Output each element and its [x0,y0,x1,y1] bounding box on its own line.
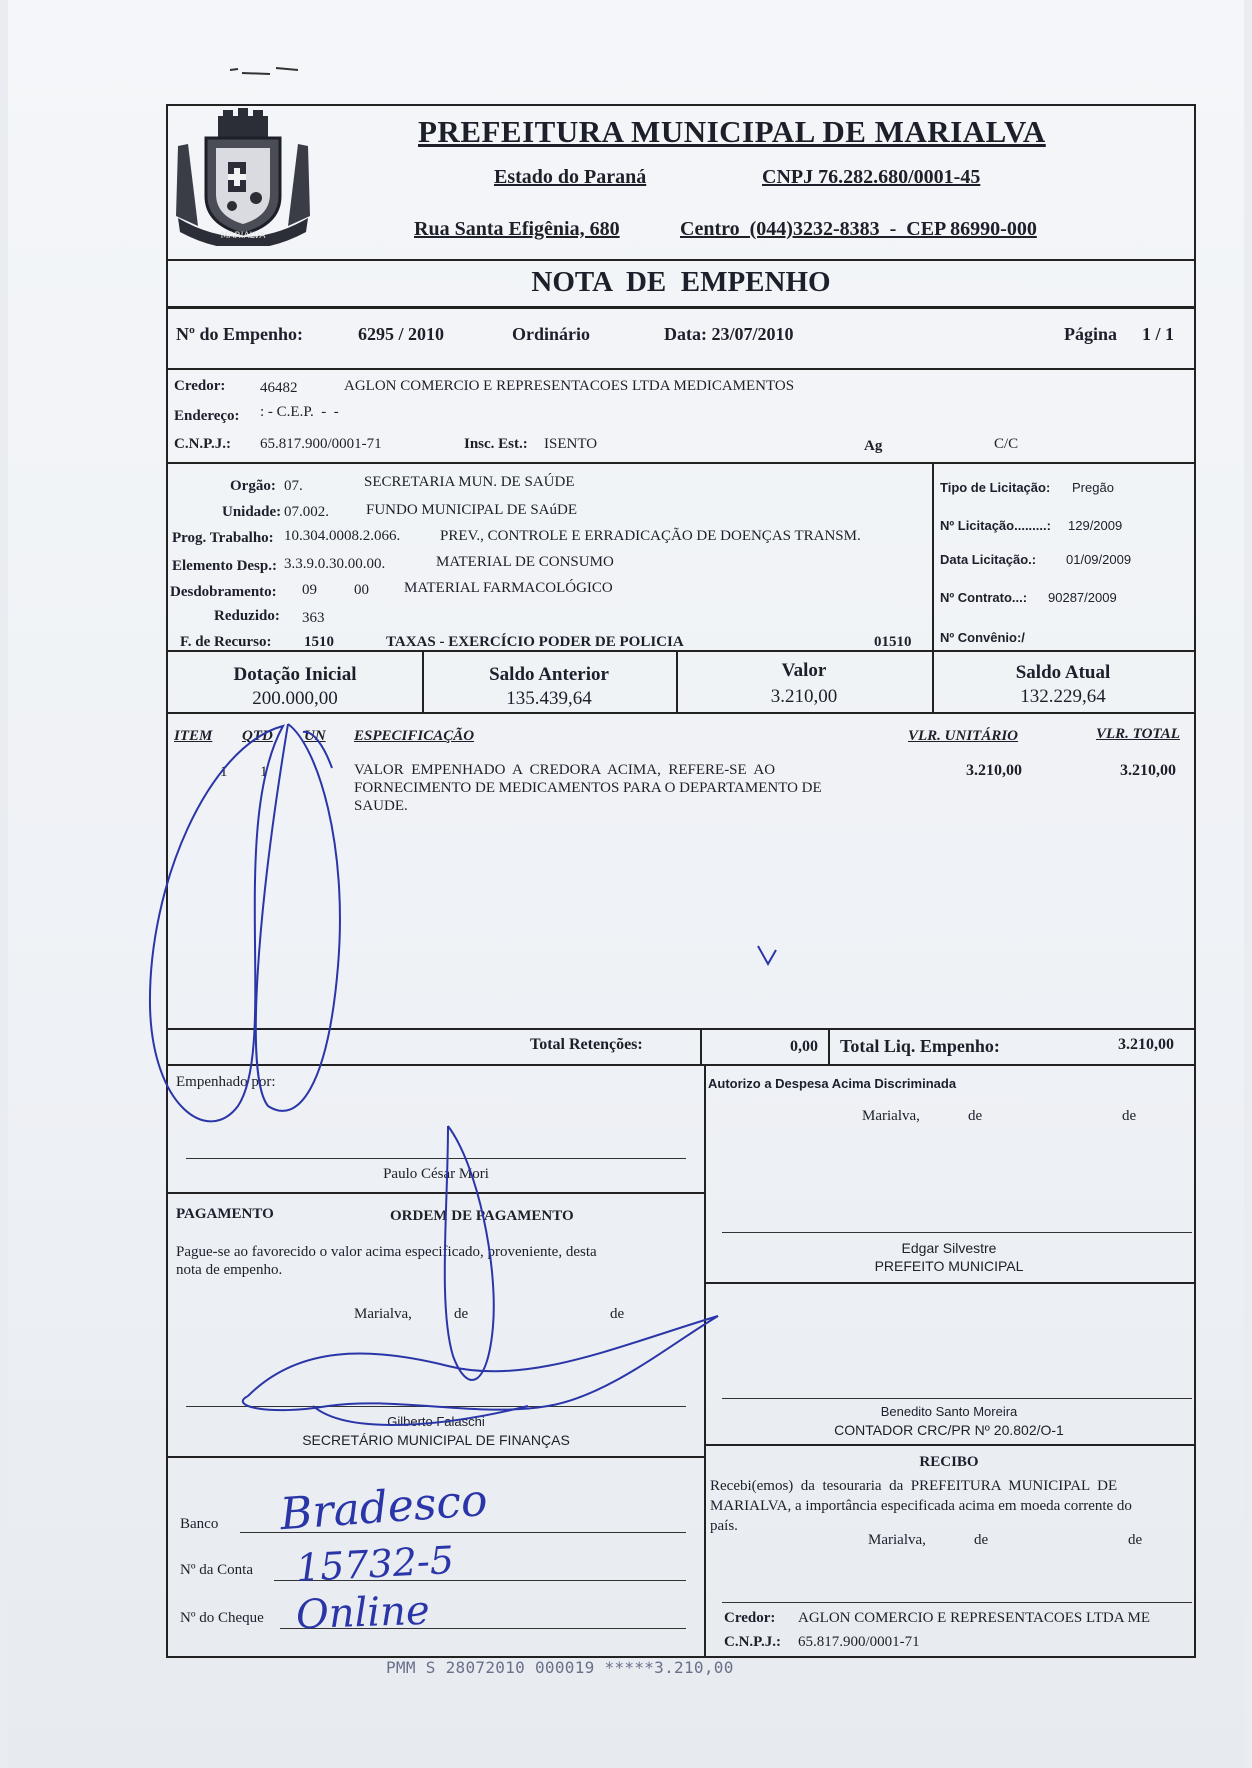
saldo-anterior-value: 135.439,64 [506,688,592,709]
col-especificacao: ESPECIFICAÇÃO [354,728,475,744]
contrato-value: 90287/2009 [1048,590,1117,605]
conta-corrente-label: C/C [994,436,1019,452]
pagamento-text-line1: Pague-se ao favorecido o valor acima especificado, proveniente, desta [176,1244,597,1260]
desdobramento-code2: 00 [354,582,369,598]
prefeito-cargo: PREFEITO MUNICIPAL [874,1258,1024,1274]
orgao-label: Orgão: [230,478,276,494]
col-vlr-total: VLR. TOTAL [1096,726,1180,742]
coat-of-arms-icon [168,106,318,256]
pagamento-de2: de [610,1306,625,1322]
hand-cheque: Online [295,1587,431,1639]
saldo-anterior-label: Saldo Anterior [489,664,609,685]
endereco-value: : - C.E.P. - - [260,404,339,420]
page-label: Página [1064,324,1118,344]
dotacao-value: 200.000,00 [252,688,338,709]
document-title: NOTA DE EMPENHO [531,266,831,298]
recibo-de2: de [1128,1532,1143,1548]
convenio-label: Nº Convênio:/ [940,630,1025,645]
elemento-label: Elemento Desp.: [172,558,277,574]
saldo-atual-value: 132.229,64 [1020,686,1106,707]
recurso-name: TAXAS - EXERCÍCIO PODER DE POLICIA [386,634,684,650]
col-qtd: QTD [242,728,273,744]
pagamento-place: Marialva, [354,1306,412,1322]
recibo-de1: de [974,1532,989,1548]
credor-label: Credor: [174,378,226,394]
empenho-type: Ordinário [512,324,591,344]
unidade-name: FUNDO MUNICIPAL DE SAúDE [366,502,577,518]
prog-label: Prog. Trabalho: [172,530,274,546]
item-number: 1 [220,764,228,780]
recibo-credor: AGLON COMERCIO E REPRESENTACOES LTDA ME [798,1610,1151,1626]
conta-label: Nº da Conta [180,1562,253,1578]
elemento-name: MATERIAL DE CONSUMO [436,554,614,570]
recibo-text-line1: Recebi(emos) da tesouraria da PREFEITURA MUNICIPAL DE [710,1478,1118,1494]
retencoes-value: 0,00 [790,1038,818,1055]
city-hall-title: PREFEITURA MUNICIPAL DE MARIALVA [418,114,1046,149]
secretario-nome: Gilberto Falaschi [387,1414,485,1429]
hand-conta: 15732-5 [294,1537,455,1591]
unidade-code: 07.002. [284,504,329,520]
contador-cargo: CONTADOR CRC/PR Nº 20.802/O-1 [834,1422,1064,1438]
item-total-value: 3.210,00 [1120,762,1176,779]
licitacao-date-label: Data Licitação.: [940,552,1037,567]
empenho-number: 6295 / 2010 [358,324,445,344]
empenho-label: Nº do Empenho: [176,324,303,344]
recibo-credor-label: Credor: [724,1610,776,1626]
liquido-value: 3.210,00 [1118,1036,1174,1053]
desdobramento-code1: 09 [302,582,317,598]
recibo-cnpj: 65.817.900/0001-71 [798,1634,920,1650]
page-number: 1 / 1 [1142,324,1175,344]
col-un: UN [304,728,326,744]
recibo-text-line2: MARIALVA, a importância especificada acima em moeda corrente do [710,1498,1132,1514]
reduzido-value: 363 [302,610,325,626]
recurso-label: F. de Recurso: [180,634,272,650]
pagamento-text-line2: nota de empenho. [176,1262,283,1278]
svg-text:MARIALVA: MARIALVA [220,231,266,241]
autorizo-place: Marialva, [862,1108,920,1124]
tipo-licitacao-value: Pregão [1072,480,1114,495]
pagamento-label: PAGAMENTO [176,1206,274,1222]
licitacao-date-value: 01/09/2009 [1066,552,1132,567]
autorizo-de1: de [968,1108,983,1124]
banco-label: Banco [180,1516,219,1532]
empenho-date: Data: 23/07/2010 [664,324,794,344]
dotacao-label: Dotação Inicial [233,664,357,685]
ordem-pagamento-label: ORDEM DE PAGAMENTO [390,1208,574,1224]
valor-label: Valor [781,660,827,681]
city-address: Rua Santa Efigênia, 680 [414,218,620,240]
item-desc-line2: FORNECIMENTO DE MEDICAMENTOS PARA O DEPARTAMENTO DE [354,780,822,796]
item-desc-line3: SAUDE. [354,798,408,814]
contador-nome: Benedito Santo Moreira [880,1404,1018,1419]
saldo-atual-label: Saldo Atual [1015,662,1111,683]
state-name: Estado do Paraná [494,166,647,188]
empenhado-por-label: Empenhado por: [176,1074,276,1090]
col-vlr-unitario: VLR. UNITÁRIO [908,728,1019,744]
cnpj-value: 65.817.900/0001-71 [260,436,382,452]
cheque-label: Nº do Cheque [180,1610,264,1626]
tipo-licitacao-label: Tipo de Licitação: [940,480,1051,495]
cnpj-label: C.N.P.J.: [174,436,231,452]
orgao-code: 07. [284,478,303,494]
recibo-text-line3: país. [710,1518,738,1534]
prefeito-nome: Edgar Silvestre [901,1240,997,1256]
pagamento-de1: de [454,1306,469,1322]
nota-frame [166,104,1196,1658]
elemento-code: 3.3.9.0.30.00.00. [284,556,386,572]
hand-banco: Bradesco [278,1474,490,1541]
endereco-label: Endereço: [174,408,240,424]
secretario-cargo: SECRETÁRIO MUNICIPAL DE FINANÇAS [302,1432,570,1448]
liquido-label: Total Liq. Empenho: [840,1036,1000,1056]
prog-name: PREV., CONTROLE E ERRADICAÇÃO DE DOENÇAS TRANSM. [440,528,861,544]
recurso-code: 1510 [304,634,334,650]
licitacao-number-label: Nº Licitação.........: [940,518,1051,533]
credor-code: 46482 [260,380,298,396]
autorizo-de2: de [1122,1108,1137,1124]
item-unit-value: 3.210,00 [966,762,1022,779]
city-contact: Centro (044)3232-8383 - CEP 86990-000 [680,218,1037,240]
empenhado-nome: Paulo César Mori [383,1166,489,1182]
city-cnpj: CNPJ 76.282.680/0001-45 [762,166,981,188]
orgao-name: SECRETARIA MUN. DE SAÚDE [364,474,575,490]
bank-stamp: PMM S 28072010 000019 *****3.210,00 [386,1658,734,1677]
recibo-cnpj-label: C.N.P.J.: [724,1634,781,1650]
prog-code: 10.304.0008.2.066. [284,528,401,544]
contrato-label: Nº Contrato...: [940,590,1028,605]
insc-label: Insc. Est.: [464,436,528,452]
scan-speck [228,64,298,78]
agencia-label: Ag [864,438,883,454]
col-item: ITEM [174,728,213,744]
credor-name: AGLON COMERCIO E REPRESENTACOES LTDA MEDICAMENTOS [344,378,795,394]
desdobramento-name: MATERIAL FARMACOLÓGICO [404,580,613,596]
valor-value: 3.210,00 [770,686,838,707]
recurso-code2: 01510 [874,634,912,650]
retencoes-label: Total Retenções: [530,1036,643,1053]
recibo-title: RECIBO [919,1454,979,1470]
item-qtd: 1 [260,764,268,780]
insc-value: ISENTO [544,436,598,452]
desdobramento-label: Desdobramento: [170,584,277,600]
unidade-label: Unidade: [222,504,282,520]
reduzido-label: Reduzido: [214,608,280,624]
licitacao-number-value: 129/2009 [1068,518,1123,533]
recibo-place: Marialva, [868,1532,926,1548]
autorizo-label: Autorizo a Despesa Acima Discriminada [708,1076,957,1091]
item-desc-line1: VALOR EMPENHADO A CREDORA ACIMA, REFERE-SE AO [354,762,776,778]
